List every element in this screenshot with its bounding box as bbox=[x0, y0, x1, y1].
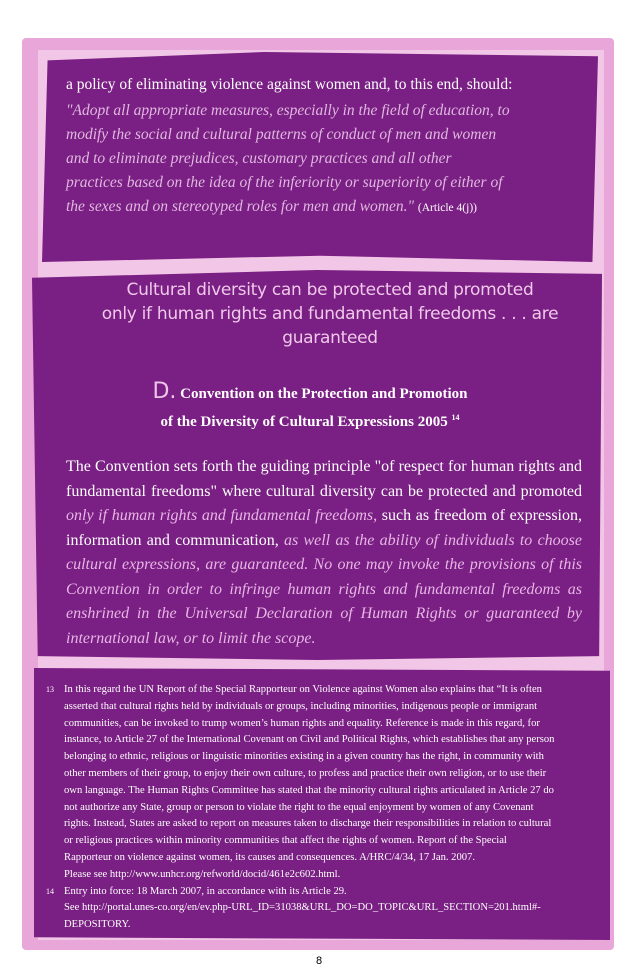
footnote-line: or religious practices within minority communities that affect the rights of women. Report of the Special bbox=[64, 835, 507, 847]
footnote-line: other members of their group, to enjoy their own culture, to profess and practice their own religion, or to use their bbox=[64, 767, 547, 779]
article-quote bbox=[66, 99, 586, 220]
footnote-line: Rapporteur on violence against women, its causes and consequences. A/HRC/4/34, 17 Jan. 2007. bbox=[64, 851, 476, 863]
callout-line: only if human rights and fundamental freedoms . . . are bbox=[101, 304, 559, 324]
footnotes bbox=[46, 682, 602, 934]
body-seg-3: such as freedom of expression, information and communication, bbox=[66, 507, 583, 549]
quote-line: "Adopt all appropriate measures, especially in the field of education, to bbox=[66, 102, 510, 119]
footnote-line: communities, can be invoked to trump women’s human rights and equality. Reference is made in this regard, for bbox=[64, 717, 540, 729]
quote-line: and to eliminate prejudices, customary practices and all other bbox=[66, 150, 452, 167]
footnote-number: 14 bbox=[46, 886, 54, 896]
intro-text: a policy of eliminating violence against women and, to this end, should: bbox=[66, 76, 513, 93]
footnote-link[interactable]: See http://portal.unes-co.org/en/ev.php-URL_ID=31038&URL_DO=DO_TOPIC&URL_SECTION=201.html#- bbox=[64, 902, 541, 914]
heading-line-1: Convention on the Protection and Promotion bbox=[180, 386, 468, 402]
footnote-line: In this regard the UN Report of the Special Rapporteur on Violence against Women also explains that “It is often bbox=[64, 684, 542, 695]
page-number: 8 bbox=[315, 955, 323, 967]
section-letter: D. bbox=[152, 379, 177, 404]
heading-line-2: of the Diversity of Cultural Expressions 2005 bbox=[160, 414, 448, 430]
callout-line: Cultural diversity can be protected and promoted bbox=[126, 280, 534, 300]
footnote-line: own language. The Human Rights Committee has stated that the minority cultural rights articulated in Article 27 do bbox=[64, 784, 554, 796]
body-seg-1: The Convention sets forth the guiding principle "of respect for human rights and fundamental freedoms" where cultural diversity can be protected and promoted bbox=[66, 458, 582, 500]
footnote-line: rights. Instead, States are asked to report on measures taken to discharge their responsibilities in relation to cultural bbox=[64, 818, 552, 830]
article-citation: (Article 4(j)) bbox=[417, 202, 477, 214]
body-seg-2: only if human rights and fundamental freedoms, bbox=[66, 507, 378, 524]
footnote-link[interactable]: Please see http://www.unhcr.org/refworld/docid/461e2c602.html. bbox=[64, 868, 341, 880]
callout-quote bbox=[60, 278, 600, 350]
body-seg-4: as well as the ability of individuals to choose cultural expressions, are guaranteed. No one may invoke the provisions of this Convention in order to infringe human rights and fundamental freedoms as enshrined in the Universal Declaration of Human Rights or guaranteed by international law, or to limit the scope. bbox=[66, 531, 582, 647]
callout-line: guaranteed bbox=[282, 328, 378, 348]
footnote-line: DEPOSITORY. bbox=[64, 919, 131, 931]
footnote-13 bbox=[46, 682, 602, 884]
footnote-line: belonging to ethnic, religious or linguistic minorities existing in a given country has the right, in community with bbox=[64, 751, 544, 763]
footnote-line: asserted that cultural rights held by individuals or groups, including minorities, indigenous people or immigrant bbox=[64, 700, 538, 712]
quote-line: practices based on the idea of the inferiority or superiority of either of bbox=[66, 174, 503, 191]
quote-line: modify the social and cultural patterns of conduct of men and women bbox=[66, 126, 497, 143]
convention-body bbox=[66, 455, 582, 651]
footnote-line: not authorize any State, group or person to violate the right to the equal enjoyment by women of any Covenant bbox=[64, 801, 534, 813]
footnote-line: Entry into force: 18 March 2007, in accordance with its Article 29. bbox=[64, 885, 347, 897]
quote-line-last bbox=[66, 195, 586, 220]
quote-line: the sexes and on stereotyped roles for men and women." bbox=[66, 198, 415, 215]
footnote-number: 13 bbox=[46, 685, 54, 694]
footnote-line: instance, to Article 27 of the International Covenant on Civil and Political Rights, which establishes that any person bbox=[64, 734, 555, 746]
section-heading bbox=[60, 380, 560, 434]
footnote-14 bbox=[46, 884, 602, 934]
footnote-ref: 14 bbox=[451, 413, 460, 422]
